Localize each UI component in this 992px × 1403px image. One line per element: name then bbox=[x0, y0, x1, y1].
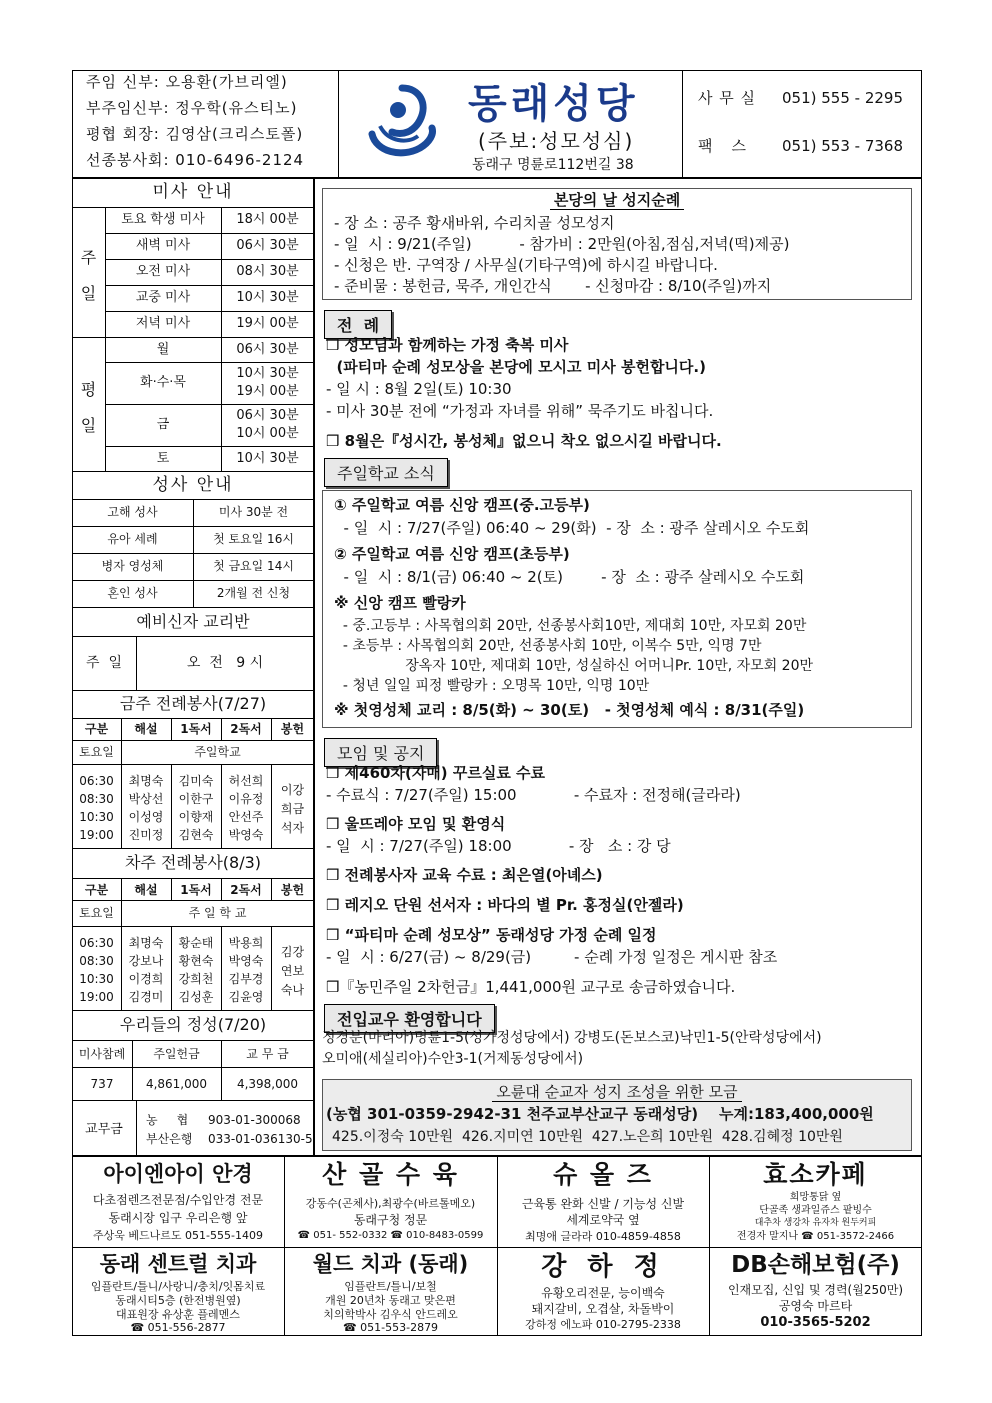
mass-time: 19시 00분 bbox=[236, 316, 299, 331]
ad-line: 돼지갈비, 오겹살, 차돌박이 bbox=[531, 1302, 675, 1316]
mass-time: 08시 30분 bbox=[236, 264, 299, 279]
staff-pastor: 주임 신부: 오용환(가브리엘) bbox=[86, 73, 288, 91]
ad-line: 인재모집, 신입 및 경력(월250만) bbox=[727, 1283, 904, 1297]
weekday-day: 월 bbox=[156, 342, 170, 357]
ad-line: ☎ 051- 552-0332 ☎ 010-8483-0599 bbox=[297, 1230, 484, 1241]
school-line: - 초등부 : 사목협의회 20만, 선종봉사회 10만, 이복수 5만, 익명 7만 bbox=[334, 638, 762, 654]
notice-line: ❒ 레지오 단원 선서자 : 바다의 별 Pr. 홍정실(안젤라) bbox=[326, 896, 684, 914]
pilgrimage-title: 본당의 날 성지순례 bbox=[322, 193, 912, 208]
weekday-label: 평일 bbox=[80, 380, 97, 435]
col2: 김미숙 이한구 이향재 김현숙 bbox=[178, 774, 214, 842]
ad-line: ☎ 051-553-2879 bbox=[342, 1321, 439, 1334]
ad-line: 임플란트/틀니/보철 bbox=[344, 1280, 437, 1293]
weekday-time2: 10시 00분 bbox=[236, 426, 299, 441]
weekday-day: 토 bbox=[156, 451, 170, 466]
mass-title: 미사 안내 bbox=[152, 182, 234, 202]
liturgy-line: ❒ 성모님과 함께하는 가정 축복 미사 bbox=[326, 336, 569, 354]
church-logo-icon bbox=[362, 82, 442, 162]
school-line: - 중.고등부 : 사목협의회 20만, 선종봉사회10만, 제대회 10만, 자모회 20만 bbox=[334, 618, 807, 634]
th: 해설 bbox=[134, 883, 158, 897]
ad-line: 임플란트/틀니/사랑니/충치/잇몸치료 bbox=[90, 1280, 266, 1293]
welcome-line: 정경분(마리아)명륜1-5(성가정성당에서) 강병도(돈보스코)낙민1-5(안락성당에서) bbox=[322, 1030, 822, 1046]
th: 1독서 bbox=[180, 883, 212, 897]
ad-line: ☎ 051-556-2877 bbox=[130, 1321, 226, 1334]
sunday-label: 주일 bbox=[80, 248, 97, 303]
ad-title: 슈 올 즈 bbox=[553, 1160, 653, 1189]
col1: 최명숙 강보나 이경희 김경미 bbox=[128, 936, 164, 1004]
mass-time: 06시 30분 bbox=[236, 238, 299, 253]
th: 해설 bbox=[134, 722, 158, 736]
sat-value: 주일학교 bbox=[194, 745, 241, 759]
offering-header: 주일헌금 bbox=[153, 1047, 200, 1061]
notice-line: - 수료식 : 7/27(주일) 15:00 - 수료자 : 전정해(글라라) bbox=[326, 786, 741, 804]
mass-name: 오전 미사 bbox=[135, 264, 191, 279]
offer: 김강 연보 숙나 bbox=[280, 945, 305, 997]
fax-label: 팩 스 bbox=[698, 137, 747, 155]
col3: 박용희 박영숙 김부경 김윤영 bbox=[228, 936, 264, 1004]
sacrament-time: 첫 토요일 16시 bbox=[213, 532, 294, 546]
offer: 이강 희금 석자 bbox=[280, 783, 305, 835]
offering-header: 교 무 금 bbox=[246, 1047, 289, 1061]
weekday-time2: 19시 00분 bbox=[236, 384, 299, 399]
ad-title: 강 하 정 bbox=[541, 1252, 665, 1282]
school-line: - 청년 일일 피정 빨랑카 : 오명목 10만, 익명 10만 bbox=[334, 678, 650, 694]
th: 봉헌 bbox=[280, 883, 305, 897]
pilgrimage-line: - 일 시 : 9/21(주일) - 참가비 : 2만원(아침,점심,저녁(떡)제공) bbox=[334, 235, 790, 253]
mass-name: 교중 미사 bbox=[135, 290, 191, 305]
ad-line: 동래시장 입구 우리은행 앞 bbox=[108, 1211, 248, 1225]
staff-assistant: 부주임신부: 정우학(유스티노) bbox=[86, 99, 298, 117]
ad-line: 유황오리전문, 능이백숙 bbox=[541, 1286, 665, 1300]
bank-name: 부산은행 bbox=[146, 1132, 193, 1146]
sacrament-title: 성사 안내 bbox=[152, 475, 234, 495]
notice-line: ❒ “파티마 순례 성모상” 동래성당 가정 순례 일정 bbox=[326, 926, 657, 944]
sacrament-time: 2개월 전 신청 bbox=[216, 586, 291, 600]
sat-label: 토요일 bbox=[79, 906, 114, 920]
offering-value: 737 bbox=[90, 1077, 114, 1091]
office-label: 사 무 실 bbox=[698, 89, 757, 107]
liturgy-line: - 미사 30분 전에 “가정과 자녀를 위해” 묵주기도 바칩니다. bbox=[326, 402, 714, 420]
ad-line: 동래시티5층 (한전병원옆) bbox=[115, 1294, 241, 1307]
bank-account: 033-01-036130-5 bbox=[208, 1132, 313, 1146]
school-line: - 일 시 : 8/1(금) 06:40 ~ 2(토) - 장 소 : 광주 살레시오 수도회 bbox=[334, 568, 805, 586]
notice-line: ❒ 제460차(자매) 꾸르실료 수료 bbox=[326, 764, 546, 782]
ad-line: 주상욱 베드나르도 051-555-1409 bbox=[93, 1229, 263, 1242]
offering-header: 미사참례 bbox=[78, 1047, 126, 1061]
col1: 최명숙 박상선 이성영 진미정 bbox=[128, 774, 164, 842]
office-phone: 051) 555 - 2295 bbox=[782, 89, 904, 107]
staff-council: 평협 회장: 김영삼(크리스토폴) bbox=[86, 125, 304, 143]
notice-header: 모임 및 공지 bbox=[324, 738, 437, 767]
th: 1독서 bbox=[180, 722, 212, 736]
sunday-school-header: 주일학교 소식 bbox=[324, 458, 448, 487]
patron-name: (주보:성모성심) bbox=[478, 129, 635, 153]
ad-line: 개원 20년차 동래고 맞은편 bbox=[325, 1294, 456, 1307]
liturgy-line: ❒ 8월은『성시간, 봉성체』없으니 착오 없으시길 바랍니다. bbox=[326, 432, 722, 450]
welcome-header: 전입교우 환영합니다 bbox=[324, 1004, 495, 1033]
ad-line: 대추차 생강차 유자차 원두커피 bbox=[754, 1218, 877, 1228]
ad-line: 희망통닭 옆 bbox=[789, 1192, 842, 1203]
ad-line: 강동수(곤체사),최광수(바르톨메오) bbox=[305, 1197, 476, 1210]
sacrament-name: 고해 성사 bbox=[107, 505, 158, 519]
ad-title: 효소카페 bbox=[763, 1160, 868, 1189]
th: 2독서 bbox=[230, 722, 262, 736]
ad-line: 대표원장 유상훈 플레멘스 bbox=[116, 1308, 240, 1321]
school-line: ② 주일학교 여름 신앙 캠프(초등부) bbox=[334, 545, 570, 563]
ad-line: 동래구청 정문 bbox=[353, 1213, 428, 1227]
mass-time: 18시 00분 bbox=[236, 212, 299, 227]
church-address: 동래구 명륜로112번길 38 bbox=[472, 157, 634, 173]
ad-line: 다초점렌즈전문점/수입안경 전문 bbox=[92, 1193, 264, 1207]
weekday-day: 금 bbox=[156, 417, 170, 432]
sacrament-name: 유아 세례 bbox=[107, 532, 158, 546]
bank-label: 교무금 bbox=[85, 1122, 123, 1137]
offering-value: 4,398,000 bbox=[236, 1077, 299, 1091]
notice-line: - 일 시 : 6/27(금) ~ 8/29(금) - 순례 가정 일정은 게시판 참조 bbox=[326, 948, 778, 966]
catechumen-title: 예비신자 교리반 bbox=[136, 612, 250, 631]
ad-line: 세계로약국 옆 bbox=[566, 1213, 640, 1227]
mass-name: 저녁 미사 bbox=[135, 316, 191, 331]
notice-line: ❒ 울뜨레야 모임 및 환영식 bbox=[326, 815, 506, 833]
bank-name: 농 협 bbox=[146, 1113, 189, 1127]
th: 봉헌 bbox=[280, 722, 305, 736]
church-name: 동래성당 bbox=[468, 81, 639, 127]
volunteer-phone: 선종봉사회: 010-6496-2124 bbox=[86, 151, 305, 169]
col3: 허선희 이유정 안선주 박영숙 bbox=[228, 774, 264, 842]
notice-line: - 일 시 : 7/27(주일) 18:00 - 장 소 : 강 당 bbox=[326, 837, 671, 855]
col2: 황순태 황현숙 강희천 김성훈 bbox=[178, 936, 214, 1004]
sacrament-time: 첫 금요일 14시 bbox=[213, 559, 294, 573]
notice-line: ❒ 전례봉사자 교육 수료 : 최은열(아녜스) bbox=[326, 866, 603, 884]
pilgrimage-line: - 준비물 : 봉헌금, 묵주, 개인간식 - 신청마감 : 8/10(주일)까지 bbox=[334, 277, 772, 295]
pilgrimage-line: - 장 소 : 공주 황새바위, 수리치골 성모성지 bbox=[334, 214, 615, 232]
th: 구분 bbox=[84, 883, 109, 897]
offering-title: 우리들의 정성(7/20) bbox=[119, 1015, 267, 1034]
fund-donors: 425.이정숙 10만원 426.지미연 10만원 427.노은희 10만원 428.김혜정 10만원 bbox=[332, 1129, 843, 1145]
sacrament-time: 미사 30분 전 bbox=[218, 505, 289, 519]
welcome-line: 오미애(세실리아)수안3-1(거제동성당에서) bbox=[322, 1051, 584, 1067]
weekday-time: 06시 30분 bbox=[236, 342, 299, 357]
pilgrimage-line: - 신청은 반. 구역장 / 사무실(기타구역)에 하시길 바랍니다. bbox=[334, 256, 718, 274]
weekday-day: 화·수·목 bbox=[140, 375, 186, 390]
liturgy-line: (파티마 순례 성모상을 본당에 모시고 미사 봉헌합니다.) bbox=[326, 358, 706, 376]
weekday-time: 10시 30분 bbox=[236, 451, 299, 466]
school-line: ① 주일학교 여름 신앙 캠프(중.고등부) bbox=[334, 496, 590, 514]
sacrament-name: 혼인 성사 bbox=[107, 586, 158, 600]
school-line: ※ 신앙 캠프 빨랑카 bbox=[334, 594, 466, 612]
school-line: ※ 첫영성체 교리 : 8/5(화) ~ 30(토) - 첫영성체 예식 : 8/31(주일) bbox=[334, 701, 805, 719]
mass-time: 10시 30분 bbox=[236, 290, 299, 305]
ad-line: 강하정 에노파 010-2795-2338 bbox=[525, 1318, 681, 1331]
ad-title: 산 골 수 육 bbox=[322, 1160, 459, 1189]
weekday-time: 10시 30분 bbox=[236, 366, 299, 381]
ad-line: 공영숙 마르타 bbox=[778, 1299, 853, 1313]
bank-account: 903-01-300068 bbox=[208, 1113, 301, 1127]
liturgy-section-header: 전 례 bbox=[324, 310, 392, 339]
mass-name: 토요 학생 미사 bbox=[121, 212, 205, 227]
school-line: 장옥자 10만, 제대회 10만, 성실하신 어머니Pr. 10만, 자모회 20만 bbox=[334, 658, 814, 674]
ad-title: 월드 치과 (동래) bbox=[312, 1252, 469, 1276]
ad-line: 전경자 말지나 ☎ 051-3572-2466 bbox=[736, 1231, 895, 1242]
catechumen-day: 주 일 bbox=[86, 655, 122, 671]
times: 06:30 08:30 10:30 19:00 bbox=[79, 774, 114, 842]
school-line: - 일 시 : 7/27(주일) 06:40 ~ 29(화) - 장 소 : 광주 살레시오 수도회 bbox=[334, 519, 810, 537]
th: 구분 bbox=[84, 722, 109, 736]
ad-line: 010-3565-5202 bbox=[760, 1315, 871, 1330]
sat-value: 주 일 학 교 bbox=[188, 906, 247, 920]
offering-value: 4,861,000 bbox=[145, 1077, 208, 1091]
ad-line: 치의학박사 김우식 안드레오 bbox=[323, 1308, 458, 1321]
fund-title: 오륜대 순교자 성지 조성을 위한 모금 bbox=[322, 1085, 912, 1100]
fund-account: (농협 301-0359-2942-31 천주교부산교구 동래성당) 누계:183,400,000원 bbox=[326, 1105, 874, 1123]
weekday-time: 06시 30분 bbox=[236, 408, 299, 423]
catechumen-time: 오 전 9 시 bbox=[186, 655, 264, 671]
sacrament-name: 병자 영성체 bbox=[101, 559, 164, 573]
sat-label: 토요일 bbox=[79, 745, 114, 759]
liturgy-this-title: 금주 전례봉사(7/27) bbox=[119, 694, 267, 713]
times: 06:30 08:30 10:30 19:00 bbox=[79, 936, 114, 1004]
liturgy-line: - 일 시 : 8월 2일(토) 10:30 bbox=[326, 380, 512, 398]
ad-title: 동래 센트럴 치과 bbox=[99, 1252, 257, 1276]
th: 2독서 bbox=[230, 883, 262, 897]
ad-title: 아이엔아이 안경 bbox=[103, 1162, 253, 1186]
ad-line: 최명애 글라라 010-4859-4858 bbox=[525, 1230, 681, 1243]
ad-line: 근육통 완화 신발 / 기능성 신발 bbox=[521, 1197, 685, 1211]
mass-name: 새벽 미사 bbox=[135, 238, 191, 253]
ad-title: DB손해보험(주) bbox=[731, 1252, 900, 1278]
notice-line: ❒『농민주일 2차헌금』1,441,000원 교구로 송금하였습니다. bbox=[326, 978, 736, 996]
ad-line: 단골족 생과일쥬스 팥빙수 bbox=[759, 1205, 872, 1216]
liturgy-next-title: 차주 전례봉사(8/3) bbox=[124, 853, 262, 872]
fax-phone: 051) 553 - 7368 bbox=[782, 137, 904, 155]
